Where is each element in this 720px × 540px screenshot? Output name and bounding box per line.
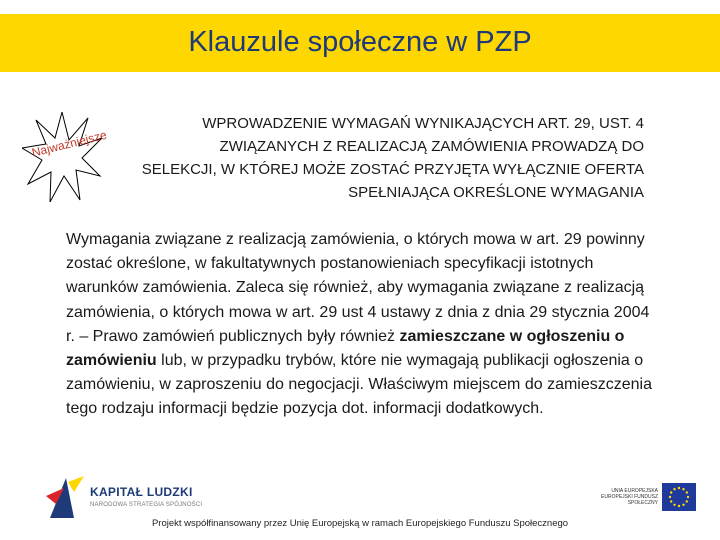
eu-flag-icon	[662, 483, 696, 511]
slide-title: Klauzule społeczne w PZP	[188, 26, 532, 58]
eu-label: UNIA EUROPEJSKA EUROPEJSKI FUNDUSZ SPOŁECZNY	[601, 488, 658, 506]
body-text: Wymagania związane z realizacją zamówienia, o których mowa w art. 29 powinny zostać określone, w fakultatywnych postanowieniach specyfikacji istotnych warunków zamówienia. Zaleca się również, aby wymagania związane z realizacją zamówienia, o których mowa w art. 29 ust 4 ustawy z dnia z dnia 29 stycznia 2004 r. – Prawo zamówień publicznych były również	[66, 231, 650, 345]
heading-line: SPEŁNIAJĄCA OKREŚLONE WYMAGANIA	[348, 184, 644, 201]
badge-label: Najważniejsze	[30, 127, 109, 160]
body-text: lub, w przypadku trybów, które nie wymagają publikacji ogłoszenia o zamówieniu, w zaproszeniu do negocjacji. Właściwym miejscem do zamieszczenia tego rodzaju informacji będzie pozycja dot. informacji dodatkowych.	[66, 352, 652, 418]
kapital-ludzki-logo-icon	[44, 474, 88, 520]
heading-line: WPROWADZENIE WYMAGAŃ WYNIKAJĄCYCH ART. 29, UST. 4	[202, 115, 644, 132]
body-bold-text: zamieszczane w ogłoszeniu o zamówieniu	[66, 327, 625, 370]
body-paragraph	[66, 228, 660, 422]
heading-line: SELEKCJI, W KTÓREJ MOŻE ZOSTAĆ PRZYJĘTA WYŁĄCZNIE OFERTA	[141, 161, 644, 178]
kapital-ludzki-name: KAPITAŁ LUDZKI	[90, 485, 193, 499]
kapital-ludzki-subtitle: NARODOWA STRATEGIA SPÓJNOŚCI	[90, 502, 203, 508]
heading-line: ZWIĄZANYCH Z REALIZACJĄ ZAMÓWIENIA PROWADZĄ DO	[219, 138, 644, 155]
section-heading	[100, 112, 644, 204]
footer-caption: Projekt współfinansowany przez Unię Europejską w ramach Europejskiego Funduszu Społecznego	[151, 518, 569, 529]
